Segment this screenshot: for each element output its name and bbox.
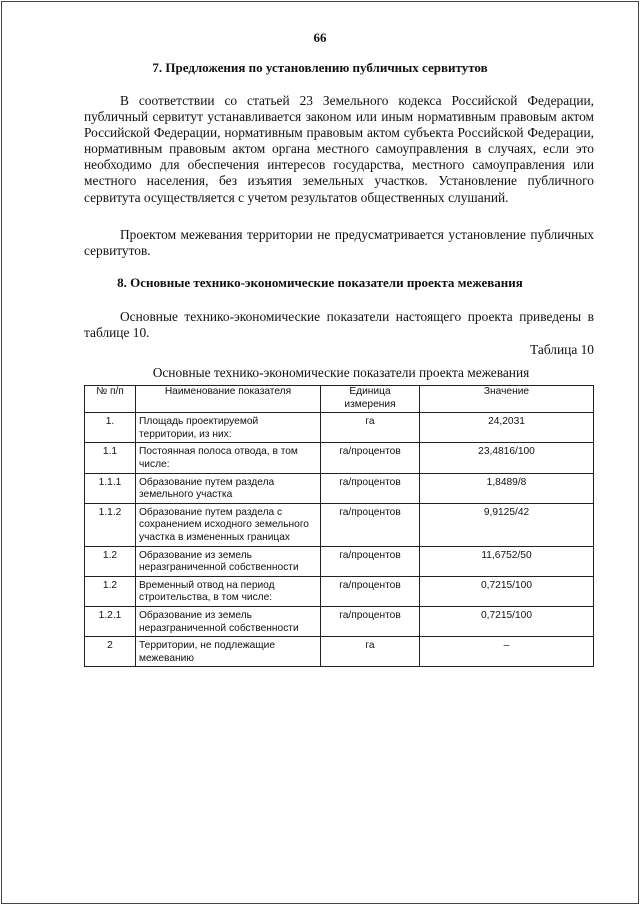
table-row (85, 546, 594, 576)
row-value: – (420, 637, 594, 667)
table-row (85, 413, 594, 443)
table-row (85, 637, 594, 667)
row-indicator-name: Территории, не подлежащие межеванию (136, 637, 321, 667)
row-unit: га/процентов (321, 576, 420, 606)
row-value: 23,4816/100 (420, 443, 594, 473)
header-unit: Единица измерения (321, 386, 420, 413)
row-unit: га/процентов (321, 503, 420, 546)
section-8-heading: 8. Основные технико-экономические показатели проекта межевания (117, 275, 523, 290)
table-row (85, 473, 594, 503)
row-number: 2 (85, 637, 136, 667)
row-value: 24,2031 (420, 413, 594, 443)
table-row (85, 606, 594, 636)
table-caption: Основные технико-экономические показатели проекта межевания (152, 365, 530, 380)
row-unit: га/процентов (321, 606, 420, 636)
indicators-table (84, 385, 594, 667)
row-value: 0,7215/100 (420, 606, 594, 636)
row-number: 1.2.1 (85, 606, 136, 636)
row-indicator-name: Образование путем раздела с сохранением исходного земельного участка в измененных границах (136, 503, 321, 546)
header-value: Значение (420, 386, 594, 413)
row-number: 1.1 (85, 443, 136, 473)
row-number: 1.2 (85, 576, 136, 606)
row-indicator-name: Временный отвод на период строительства, в том числе: (136, 576, 321, 606)
row-unit: га/процентов (321, 443, 420, 473)
row-unit: га/процентов (321, 546, 420, 576)
row-value: 0,7215/100 (420, 576, 594, 606)
row-indicator-name: Образование из земель неразграниченной собственности (136, 546, 321, 576)
table-label: Таблица 10 (530, 342, 594, 357)
row-unit: га (321, 413, 420, 443)
table-body (85, 413, 594, 667)
row-indicator-name: Площадь проектируемой территории, из них: (136, 413, 321, 443)
row-number: 1.2 (85, 546, 136, 576)
row-number: 1.1.2 (85, 503, 136, 546)
row-indicator-name: Постоянная полоса отвода, в том числе: (136, 443, 321, 473)
row-number: 1. (85, 413, 136, 443)
section-8-paragraph: Основные технико-экономические показатели настоящего проекта приведены в таблице 10. (84, 309, 594, 341)
table-row (85, 576, 594, 606)
row-indicator-name: Образование путем раздела земельного участка (136, 473, 321, 503)
row-value: 9,9125/42 (420, 503, 594, 546)
row-unit: га (321, 637, 420, 667)
row-value: 11,6752/50 (420, 546, 594, 576)
row-number: 1.1.1 (85, 473, 136, 503)
section-7-paragraph-2: Проектом межевания территории не предусматривается установление публичных сервитутов. (84, 227, 594, 259)
section-7-heading: 7. Предложения по установлению публичных сервитутов (152, 60, 488, 75)
header-number: № п/п (85, 386, 136, 413)
page-number: 66 (313, 30, 327, 45)
table-header (85, 386, 594, 413)
table-row (85, 443, 594, 473)
table-header-row (85, 386, 594, 413)
row-value: 1,8489/8 (420, 473, 594, 503)
row-unit: га/процентов (321, 473, 420, 503)
section-7-paragraph-1: В соответствии со статьей 23 Земельного кодекса Российской Федерации, публичный сервитут устанавливается законом или иным нормативным правовым актом Российской Федерации, нормативным правовым актом субъекта Российской Федерации, нормативным правовым актом органа местного самоуправления в случаях, если это необходимо для обеспечения интересов государства, местного самоуправления или местного населения, без изъятия земельных участков. Установление публичного сервитута осуществляется с учетом результатов общественных слушаний. (84, 93, 594, 205)
table-row (85, 503, 594, 546)
header-indicator-name: Наименование показателя (136, 386, 321, 413)
row-indicator-name: Образование из земель неразграниченной собственности (136, 606, 321, 636)
